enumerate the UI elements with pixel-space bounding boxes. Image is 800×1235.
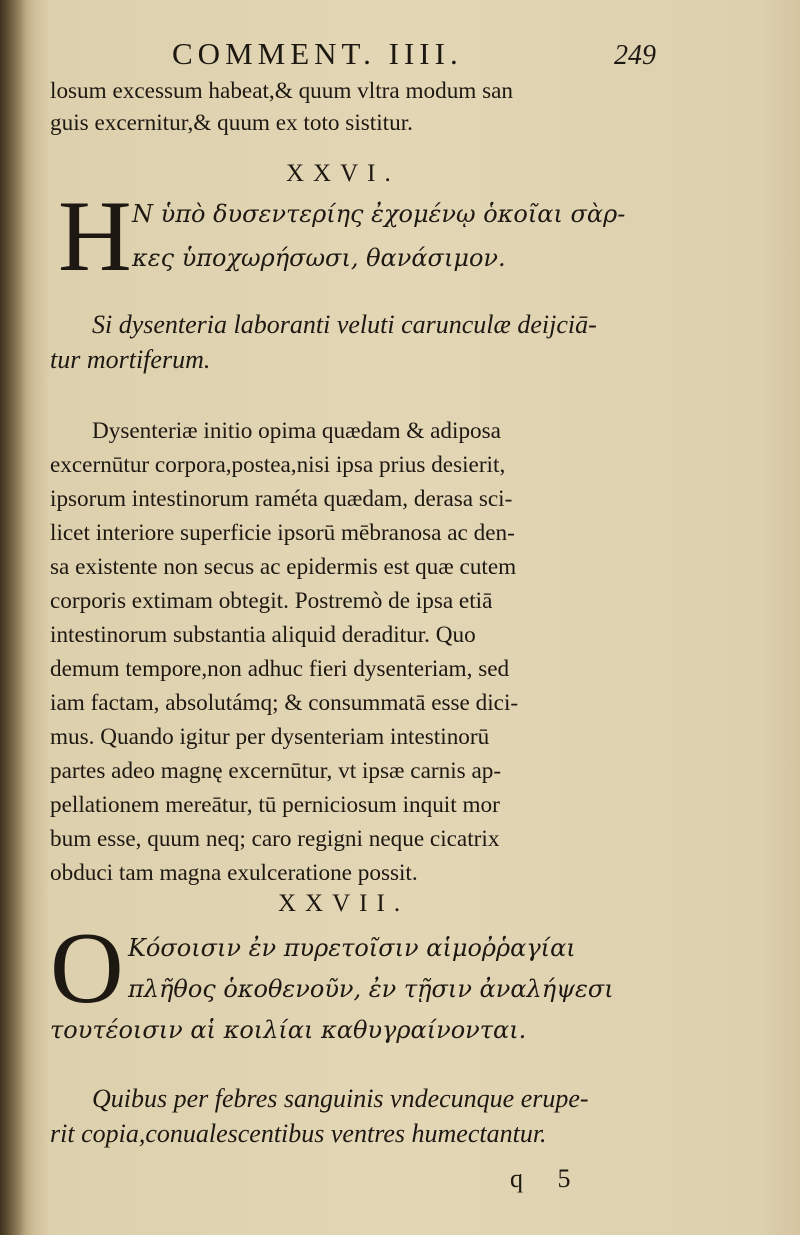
book-gutter-shadow (0, 0, 34, 1235)
greek-line: κες ὑποχωρήσωσι, θανάσιμον. (132, 244, 506, 272)
greek-line: Κόσοισιν ἐν πυρετοῖσιν αἱμοῤῥαγίαι (128, 934, 576, 962)
commentary-line: licet interiore superficie ipsorū mēbranosa ac den- (50, 520, 515, 546)
commentary-line: demum tempore,non adhuc fieri dysenteriam, sed (50, 656, 510, 682)
greek-line: N ὑπὸ δυσεντερίης ἐχομένῳ ὁκοῖαι σὰρ- (132, 200, 626, 228)
commentary-line: mus. Quando igitur per dysenteriam intestinorū (50, 724, 490, 750)
latin-translation-line: rit copia,conualescentibus ventres humectantur. (50, 1119, 547, 1148)
latin-translation-line: Si dysenteria laboranti veluti carunculæ deijciā- (92, 310, 597, 339)
running-header: COMMENT. IIII. (172, 36, 463, 71)
drop-cap-h: H (58, 180, 132, 293)
latin-translation-line: tur mortiferum. (50, 345, 211, 374)
greek-line: πλῆθος ὁκοθενοῦν, ἐν τῇσιν ἀναλήψεσι (128, 975, 614, 1003)
greek-line: τουτέοισιν αἱ κοιλίαι καθυγραίνονται. (50, 1016, 527, 1044)
commentary-line: ipsorum intestinorum raméta quædam, derasa sci- (50, 486, 513, 512)
aphorism-number: XXVI. (286, 160, 400, 187)
signature-mark: q 5 (510, 1164, 585, 1193)
commentary-line: corporis extimam obtegit. Postremò de ipsa etiā (50, 588, 493, 614)
aphorism-number: XXVII. (278, 890, 410, 917)
commentary-line: excernūtur corpora,postea,nisi ipsa prius desierit, (50, 452, 506, 478)
commentary-line: intestinorum substantia aliquid deraditur. Quo (50, 622, 476, 648)
commentary-line: Dysenteriæ initio opima quædam & adiposa (92, 418, 501, 444)
commentary-line: partes adeo magnę excernūtur, vt ipsæ carnis ap- (50, 758, 502, 784)
drop-cap-o: O (50, 912, 124, 1025)
commentary-line: bum esse, quum neq; carο regigni neque cicatrix (50, 826, 500, 852)
text-line: losum excessum habeat,& quum vltra modum san (50, 78, 514, 104)
commentary-line: obduci tam magna exulceratione possit. (50, 860, 418, 886)
commentary-line: iam factam, absolutámq; & consummatā esse dici- (50, 690, 519, 716)
text-line: guis excernitur,& quum ex toto sistitur. (50, 110, 413, 136)
commentary-line: sa existente non secus ac epidermis est quæ cutem (50, 554, 517, 580)
commentary-line: pellationem mereātur, tū perniciosum inquit mor (50, 792, 500, 818)
page-number: 249 (614, 40, 656, 71)
latin-translation-line: Quibus per febres sanguinis vndecunque erupe- (92, 1084, 589, 1113)
